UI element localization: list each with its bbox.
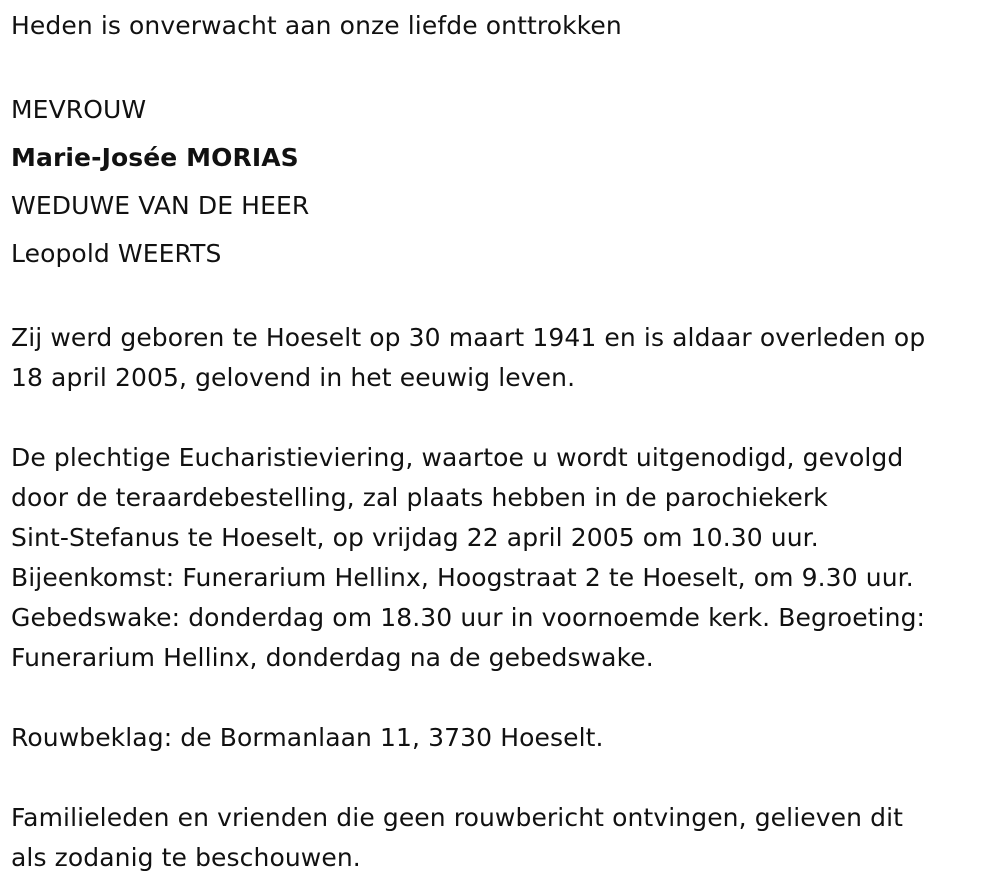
spacer (11, 678, 991, 718)
spacer (11, 278, 991, 318)
spacer (11, 46, 991, 86)
spacer (11, 398, 991, 438)
paragraph-line: Sint-Stefanus te Hoeselt, op vrijdag 22 april 2005 om 10.30 uur. (11, 523, 819, 552)
deceased-name: Marie-Josée MORIAS (11, 143, 299, 172)
paragraph-line: door de teraardebestelling, zal plaats hebben in de parochiekerk (11, 483, 828, 512)
paragraph-line: 18 april 2005, gelovend in het eeuwig leven. (11, 363, 576, 392)
intro-text: Heden is onverwacht aan onze liefde onttrokken (11, 11, 622, 40)
widow-of-text: WEDUWE VAN DE HEER (11, 191, 310, 220)
closing-paragraph (11, 798, 991, 878)
ceremony-paragraph (11, 438, 991, 678)
funeral-notice (11, 6, 991, 878)
husband-name: Leopold WEERTS (11, 239, 222, 268)
paragraph-line: Familieleden en vrienden die geen rouwbericht ontvingen, gelieven dit (11, 803, 904, 832)
paragraph-line: Bijeenkomst: Funerarium Hellinx, Hoogstraat 2 te Hoeselt, om 9.30 uur. (11, 563, 914, 592)
honorific: MEVROUW (11, 95, 147, 124)
paragraph-line: als zodanig te beschouwen. (11, 843, 361, 872)
birth-death-paragraph (11, 318, 991, 398)
paragraph-line: Funerarium Hellinx, donderdag na de gebedswake. (11, 643, 654, 672)
condolence-address: Rouwbeklag: de Bormanlaan 11, 3730 Hoeselt. (11, 723, 604, 752)
paragraph-line: Zij werd geboren te Hoeselt op 30 maart 1941 en is aldaar overleden op (11, 323, 926, 352)
paragraph-line: De plechtige Eucharistieviering, waartoe u wordt uitgenodigd, gevolgd (11, 443, 904, 472)
spacer (11, 758, 991, 798)
paragraph-line: Gebedswake: donderdag om 18.30 uur in voornoemde kerk. Begroeting: (11, 603, 926, 632)
